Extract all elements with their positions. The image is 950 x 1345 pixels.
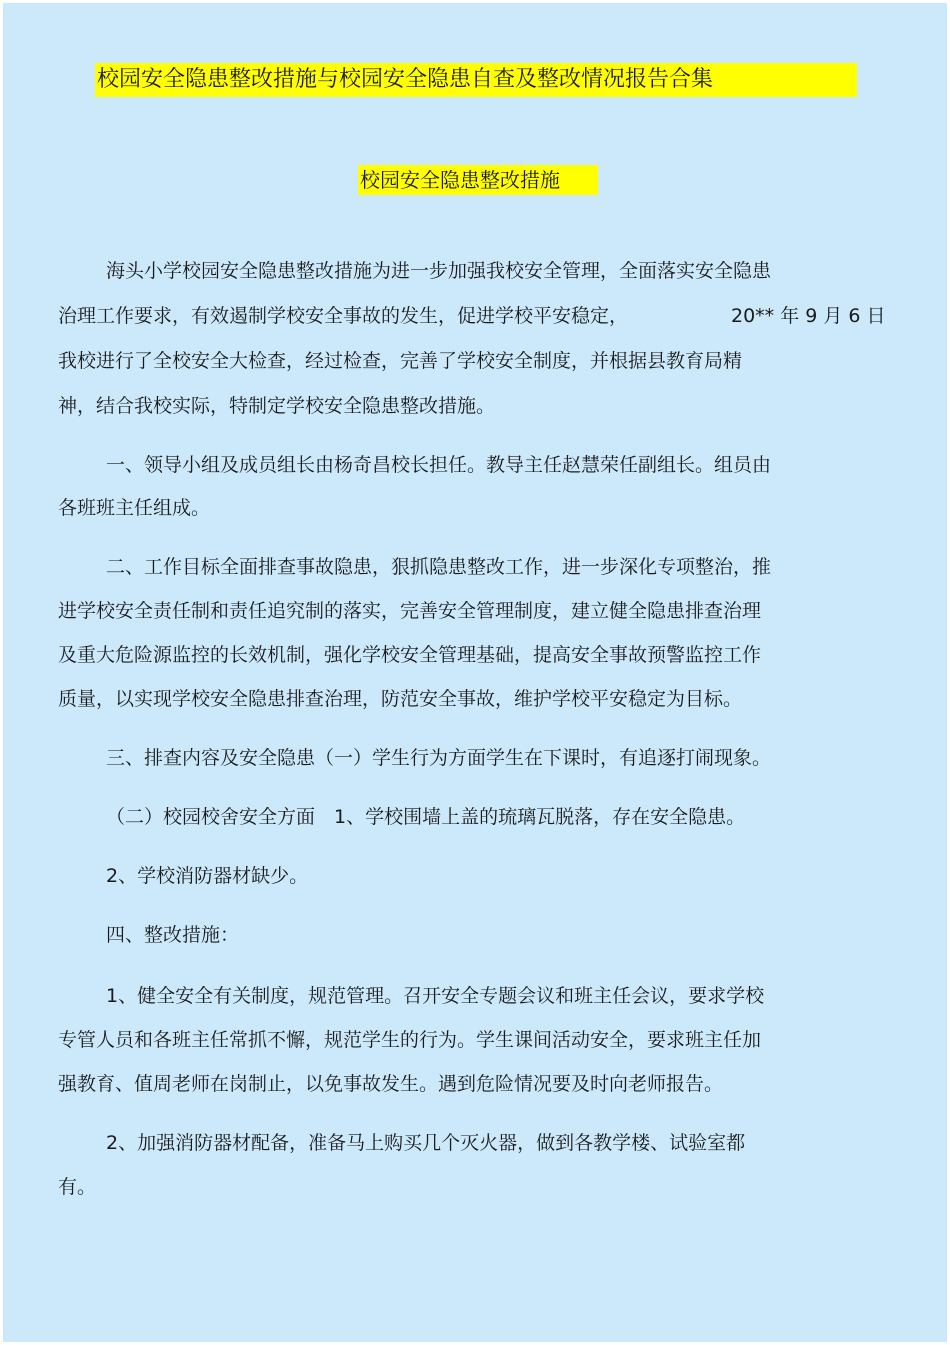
- section2-line-3: 及重大危险源监控的长效机制，强化学校安全管理基础，提高安全事故预警监控工作: [58, 644, 762, 666]
- section4-heading: 四、整改措施：: [106, 924, 240, 946]
- section2-line-1: 二、工作目标全面排查事故隐患，狠抓隐患整改工作，进一步深化专项整治，推: [106, 556, 772, 578]
- section3-line-1: 三、排查内容及安全隐患（一）学生行为方面学生在下课时，有追逐打闹现象。: [106, 747, 772, 769]
- section1-line-2: 各班班主任组成。: [58, 497, 211, 519]
- measure1-line-3: 强教育、值周老师在岗制止，以免事故发生。遇到危险情况要及时向老师报告。: [58, 1073, 724, 1095]
- main-title: 校园安全隐患整改措施与校园安全隐患自查及整改情况报告合集: [95, 63, 857, 97]
- measure1-line-1: 1、健全安全有关制度，规范管理。召开安全专题会议和班主任会议，要求学校: [106, 985, 765, 1007]
- intro-line-3: 我校进行了全校安全大检查，经过检查，完善了学校安全制度，并根据县教育局精: [58, 350, 743, 372]
- intro-line-1: 海头小学校园安全隐患整改措施为进一步加强我校安全管理，全面落实安全隐患: [106, 260, 772, 282]
- intro-line-4: 神，结合我校实际，特制定学校安全隐患整改措施。: [58, 395, 496, 417]
- section3-line-2: （二）校园校舍安全方面 1、学校围墙上盖的琉璃瓦脱落，存在安全隐患。: [106, 806, 746, 828]
- intro-date: 20** 年 9 月 6 日: [731, 305, 886, 327]
- measure2-line-2: 有。: [58, 1176, 97, 1198]
- section1-line-1: 一、领导小组及成员组长由杨奇昌校长担任。教导主任赵慧荣任副组长。组员由: [106, 454, 772, 476]
- intro-line-2: 治理工作要求，有效遏制学校安全事故的发生，促进学校平安稳定，: [58, 305, 629, 327]
- measure1-line-2: 专管人员和各班主任常抓不懈，规范学生的行为。学生课间活动安全，要求班主任加: [58, 1029, 762, 1051]
- document-page: [3, 3, 947, 1342]
- measure2-line-1: 2、加强消防器材配备，准备马上购买几个灭火器，做到各教学楼、试验室都: [106, 1132, 746, 1154]
- sub-title: 校园安全隐患整改措施: [358, 165, 598, 195]
- section3-line-3: 2、学校消防器材缺少。: [106, 865, 309, 887]
- section2-line-2: 进学校安全责任制和责任追究制的落实，完善安全管理制度，建立健全隐患排查治理: [58, 600, 762, 622]
- section2-line-4: 质量，以实现学校安全隐患排查治理，防范安全事故，维护学校平安稳定为目标。: [58, 688, 743, 710]
